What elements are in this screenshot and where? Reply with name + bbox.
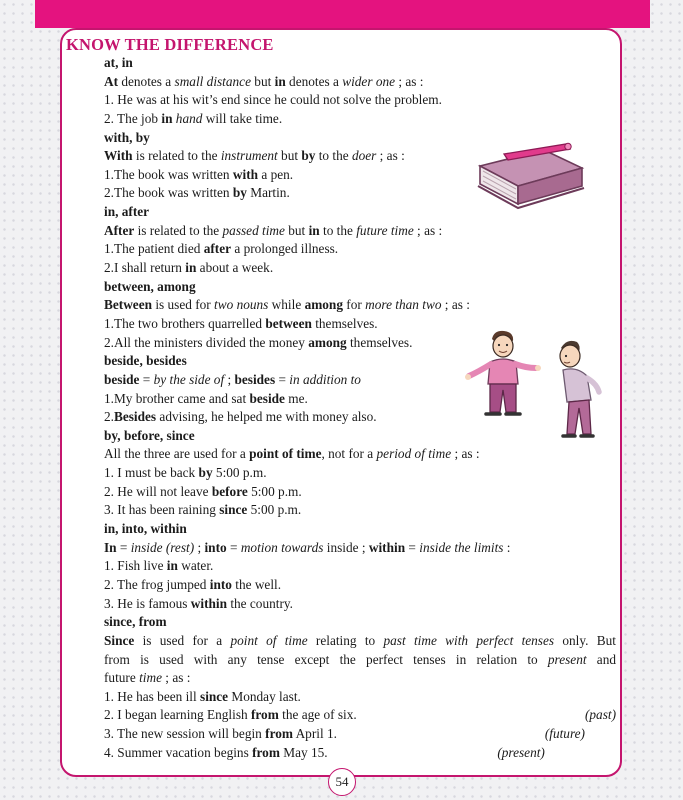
text-segment: 2. I began learning English [104,707,251,723]
text-segment: 3. The new session will begin [104,726,266,742]
text-segment: a pen. [258,166,294,182]
text-segment: April 1. [292,726,337,742]
text-segment: At [104,73,119,89]
text-segment: , not for a [321,446,377,462]
text-segment: beside [249,390,285,406]
text-segment: by the side of [153,371,225,387]
section-heading: at, in [104,55,133,70]
text-segment: in [166,558,178,574]
text-segment: period of time [376,446,452,462]
text-segment: by [198,465,213,481]
text-segment: in [274,73,286,89]
section-heading: between, among [104,278,196,294]
section-heading: in, after [104,204,150,220]
text-line [104,501,616,520]
text-line [104,539,616,558]
text-segment: = [275,371,290,387]
text-segment: motion towards [240,539,324,555]
text-segment: 5:00 p.m. [247,483,302,499]
text-segment: inside ; [323,539,369,555]
text-segment: In [104,539,117,555]
text-segment: but [250,73,275,89]
text-segment: time [139,670,162,686]
text-segment: within [368,539,406,555]
text-segment: Martin. [246,185,290,201]
text-segment: but [284,222,309,238]
text-segment: 3. He is famous [104,595,191,611]
text-line [104,483,616,502]
text-segment: small distance [174,73,251,89]
text-segment: 5:00 p.m. [247,502,302,518]
text-segment: point of time [249,446,322,462]
boy-listening-illustration [549,338,609,442]
text-segment: 1. Fish live [104,558,167,574]
text-segment: present [547,651,587,667]
text-segment: themselves. [346,334,413,350]
text-line [104,595,616,614]
text-segment: Between [104,297,152,313]
text-segment: from [265,726,293,742]
text-segment: Besides [113,409,157,425]
text-segment: wider one [342,73,396,89]
text-segment: to the [315,148,352,164]
tense-label: (future) [544,726,585,742]
tense-label: (present) [497,744,545,760]
text-line [104,557,616,576]
text-segment: 1.My brother came and sat [104,390,250,406]
text-segment: passed time [222,222,285,238]
section-heading: by, before, since [104,427,195,443]
text-segment: more than two [365,297,442,313]
text-segment: past time with perfect tenses [383,632,555,648]
text-line [104,651,616,670]
text-segment: within [190,595,228,611]
text-segment: is related to the [132,148,221,164]
text-segment: : [503,539,511,555]
text-segment: before [211,483,248,499]
text-segment: only. But [554,632,616,648]
text-line [104,445,616,464]
text-line [104,576,616,595]
text-segment: about a week. [196,260,274,276]
text-segment: 2. The frog jumped [104,576,210,592]
text-segment: a prolonged illness. [231,241,339,257]
text-segment: the age of six. [278,707,357,723]
text-segment: in [161,110,173,126]
text-line [104,240,616,259]
text-segment: 2. The job [104,110,162,126]
text-segment: 2.All the ministers divided the money [104,334,309,350]
text-segment: the well. [231,576,282,592]
text-segment: 2. [104,409,114,425]
text-segment: = [405,539,420,555]
text-segment: Since [104,632,135,648]
section-heading: with, by [104,129,150,145]
text-segment: besides [234,371,276,387]
text-line [104,259,616,278]
text-segment: after [203,241,232,257]
text-line [104,296,616,315]
text-segment: = [116,539,131,555]
text-segment: by [301,148,316,164]
text-line [104,464,616,483]
text-segment: with [232,166,259,182]
text-segment: inside the limits [419,539,504,555]
text-segment: to the [319,222,357,238]
text-segment: into [204,539,227,555]
text-segment: between [265,315,312,331]
text-segment: water. [177,558,214,574]
text-segment: All the three are used for a [104,446,250,462]
text-segment: ; as : [451,446,480,462]
text-segment: point of time [230,632,308,648]
text-segment: 1. I must be back [104,465,199,481]
text-segment: hand [175,110,203,126]
text-segment: 4. Summer vacation begins [104,744,253,760]
text-segment: in [308,222,320,238]
text-segment: With [104,148,133,164]
text-line [104,725,616,744]
text-line [104,744,616,763]
text-segment: themselves. [311,315,378,331]
text-segment: denotes a [285,73,343,89]
boy-presenting-illustration [464,328,542,420]
section-heading: in, into, within [104,521,187,537]
text-segment: is used for a [134,632,231,648]
text-line [104,688,616,707]
text-segment: ; [194,539,205,555]
text-segment: among [308,334,347,350]
text-segment: Monday last. [228,688,301,704]
section-heading: since, from [104,614,167,630]
text-segment: ; as : [376,148,405,164]
text-segment: since [219,502,248,518]
text-segment: relating to [307,632,384,648]
text-segment: May 15. [279,744,328,760]
tense-label: (past) [584,707,616,723]
text-segment: inside (rest) [130,539,195,555]
text-segment: but [277,148,302,164]
text-line [104,632,616,651]
text-segment: ; as : [441,297,470,313]
text-segment: is related to the [134,222,223,238]
page-number: 54 [328,768,356,796]
text-line [104,110,616,129]
text-line [104,706,616,725]
text-segment: the country. [227,595,293,611]
text-segment: 1.The two brothers quarrelled [104,315,266,331]
text-segment: ; as : [413,222,443,238]
text-segment: for [342,297,366,313]
text-segment: is used for [152,297,215,313]
text-segment: will take time. [202,110,283,126]
text-segment: ; as : [395,73,424,89]
text-line [104,222,616,241]
text-segment: and [586,651,616,667]
text-segment: 3. It has been raining [104,502,220,518]
text-segment: beside [104,371,140,387]
text-segment: 2.I shall return [104,260,186,276]
text-segment: future time [356,222,414,238]
text-segment: by [232,185,247,201]
text-line [104,669,616,688]
text-segment: doer [351,148,377,164]
text-segment: 2.The book was written [104,185,233,201]
page-title: KNOW THE DIFFERENCE [66,35,274,54]
text-segment: denotes a [118,73,175,89]
text-segment: among [304,297,343,313]
text-segment: while [268,297,305,313]
text-segment: 1. He has been ill [104,688,201,704]
text-segment: advising, he helped me with money also. [156,409,377,425]
text-segment: 5:00 p.m. [212,465,267,481]
text-segment: in addition to [289,371,361,387]
text-segment: ; as : [161,670,191,686]
text-segment: future [104,670,140,686]
text-segment: into [209,576,232,592]
text-segment: since [200,688,229,704]
top-color-bar [35,0,650,28]
text-segment: = [226,539,241,555]
text-segment: 1.The book was written [104,166,233,182]
text-line [104,73,616,92]
text-segment: from is used with any tense except the perfect tenses in relation to [104,651,548,667]
text-segment: in [185,260,197,276]
text-segment: from [250,707,279,723]
text-segment: 2. He will not leave [104,483,212,499]
text-segment: instrument [220,148,278,164]
text-segment: 1. He was at his wit’s end since he could not solve the problem. [104,92,442,108]
text-segment: = [139,371,154,387]
text-line [104,91,616,110]
text-segment: ; [224,371,235,387]
text-segment: After [104,222,135,238]
text-segment: from [252,744,280,760]
text-segment: 1.The patient died [104,241,204,257]
text-segment: me. [284,390,308,406]
book-illustration [474,140,586,220]
text-segment: two nouns [214,297,269,313]
section-heading: beside, besides [104,353,187,369]
